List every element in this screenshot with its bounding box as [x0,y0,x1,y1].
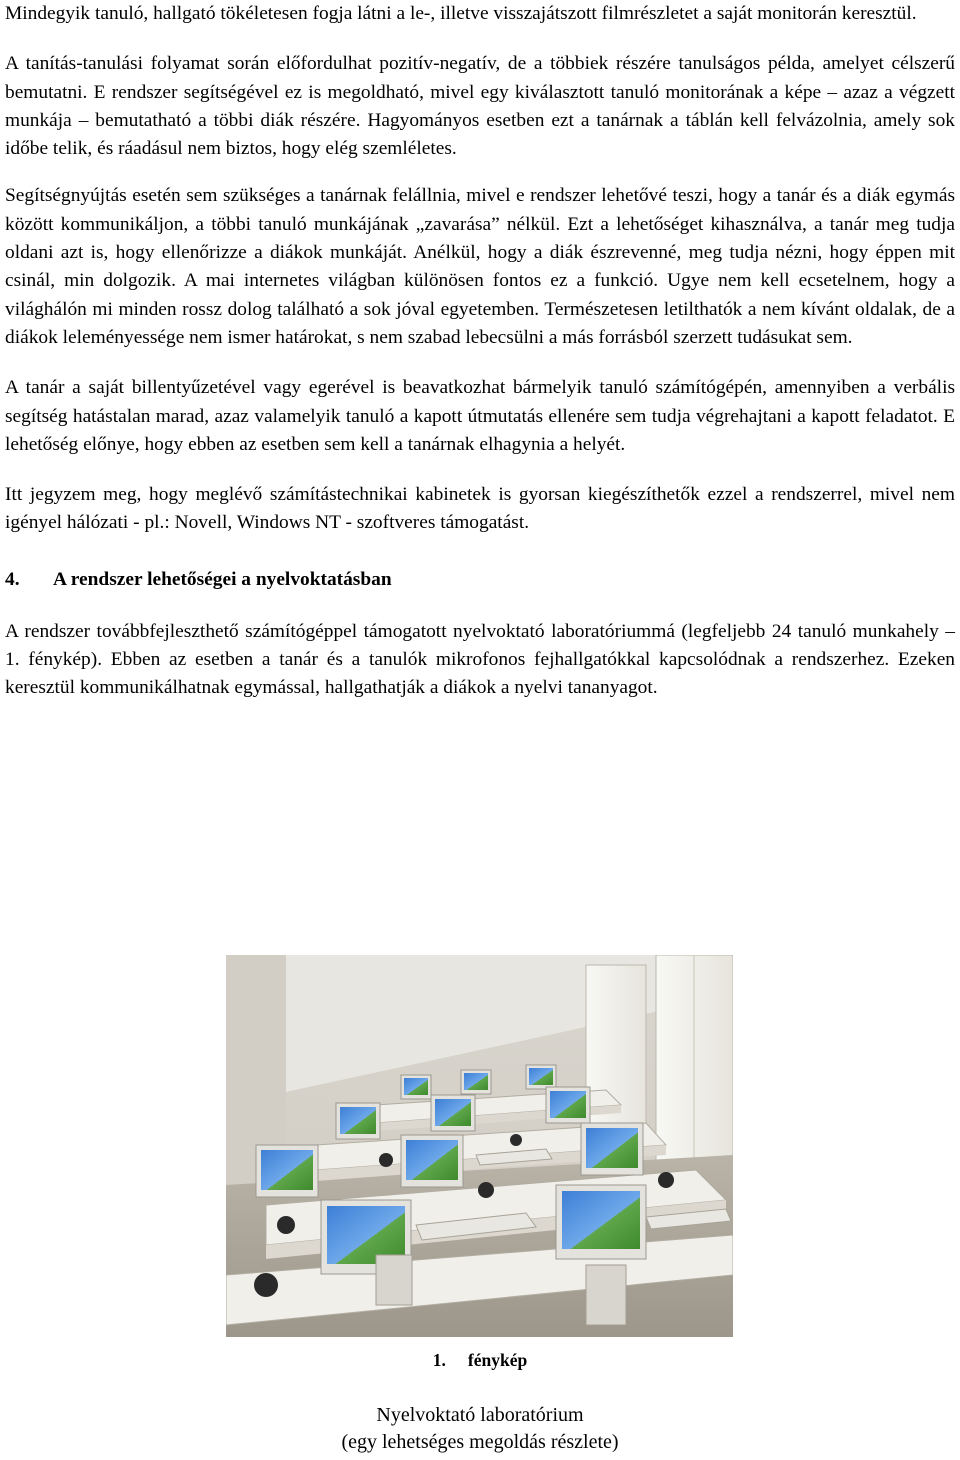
paragraph-5: Itt jegyzem meg, hogy meglévő számítástechnikai kabinetek is gyorsan kiegészíthetők ezzel a rendszerrel, mivel nem igényel hálózati - pl.: Novell, Windows NT - szoftveres támogatást. [5,484,955,534]
figure-label-text: fénykép [467,1350,528,1370]
figure-label [0,1350,960,1371]
section-paragraph: A rendszer továbbfejleszthető számítógéppel támogatott nyelvoktató laboratóriummá (legfeljebb 24 tanuló munkahely – 1. fénykép). Ebben az esetben a tanár és a tanulók mikrofonos fejhallgatókkal kapcsolódnak a rendszerhez. Ezeken keresztül kommunikálhatnak egymással, hallgathatják a diákok a nyelvi tananyagot. [5,620,955,699]
paragraph-1: Mindegyik tanuló, hallgató tökéletesen fogja látni a le-, illetve visszajátszott filmrészletet a saját monitorán keresztül. [5,3,917,24]
figure-caption [0,1402,960,1456]
lab-photo [226,955,733,1337]
section-heading [5,566,955,594]
paragraph-2: A tanítás-tanulási folyamat során előfordulhat pozitív-negatív, de a többiek részére tanulságos példa, amelyet célszerű bemutatni. E rendszer segítségével ez is megoldható, mivel egy kiválasztott tanuló monitorának a képe – azaz a végzett munkája – bemutatható a többi diák részére. Hagyományos esetben ezt a tanárnak a táblán kell felvázolnia, amely sok időbe telik, és ráadásul nem biztos, hogy elég szemléletes. [5,53,955,160]
paragraph-3: Segítségnyújtás esetén sem szükséges a tanárnak felállnia, mivel e rendszer lehetővé teszi, hogy a tanár és a diák egymás között kommunikáljon, a többi tanuló munkájának „zavarása” nélkül. Ezt a lehetőséget kihasználva, a tanár meg tudja oldani azt is, hogy ellenőrizze a diákok munkáját. Anélkül, hogy a diák észrevenné, meg tudja nézni, hogy éppen mit csinál, min dolgozik. A mai internetes világban különösen fontos ez a funkció. Ugye nem kell ecsetelnem, hogy a világhálón mi minden rossz dolog található a sok jóval egyetemben. Természetesen letilthatók a nem kívánt oldalak, de a diákok leleményessége nem ismer határokat, s nem szabad lebecsülni a más forrásból szerzett tudásukat sem. [5,185,955,348]
paragraph-4: A tanár a saját billentyűzetével vagy egerével is beavatkozhat bármelyik tanuló számítógépén, amennyiben a verbális segítség hatástalan marad, azaz valamelyik tanuló a kapott útmutatás ellenére sem tudja végrehajtani a kapott feladatot. E lehetőség előnye, hogy ebben az esetben sem kell a tanárnak elhagynia a helyét. [5,377,955,455]
section-title: A rendszer lehetőségei a nyelvoktatásban [53,568,392,590]
section-number: 4. [5,568,20,590]
language-lab-photo-illustration [226,955,733,1337]
figure-caption-line-2: (egy lehetséges megoldás részlete) [341,1431,619,1453]
document-page [5,0,955,703]
figure-number: 1. [432,1350,446,1370]
figure-caption-line-1: Nyelvoktató laboratórium [376,1404,584,1426]
